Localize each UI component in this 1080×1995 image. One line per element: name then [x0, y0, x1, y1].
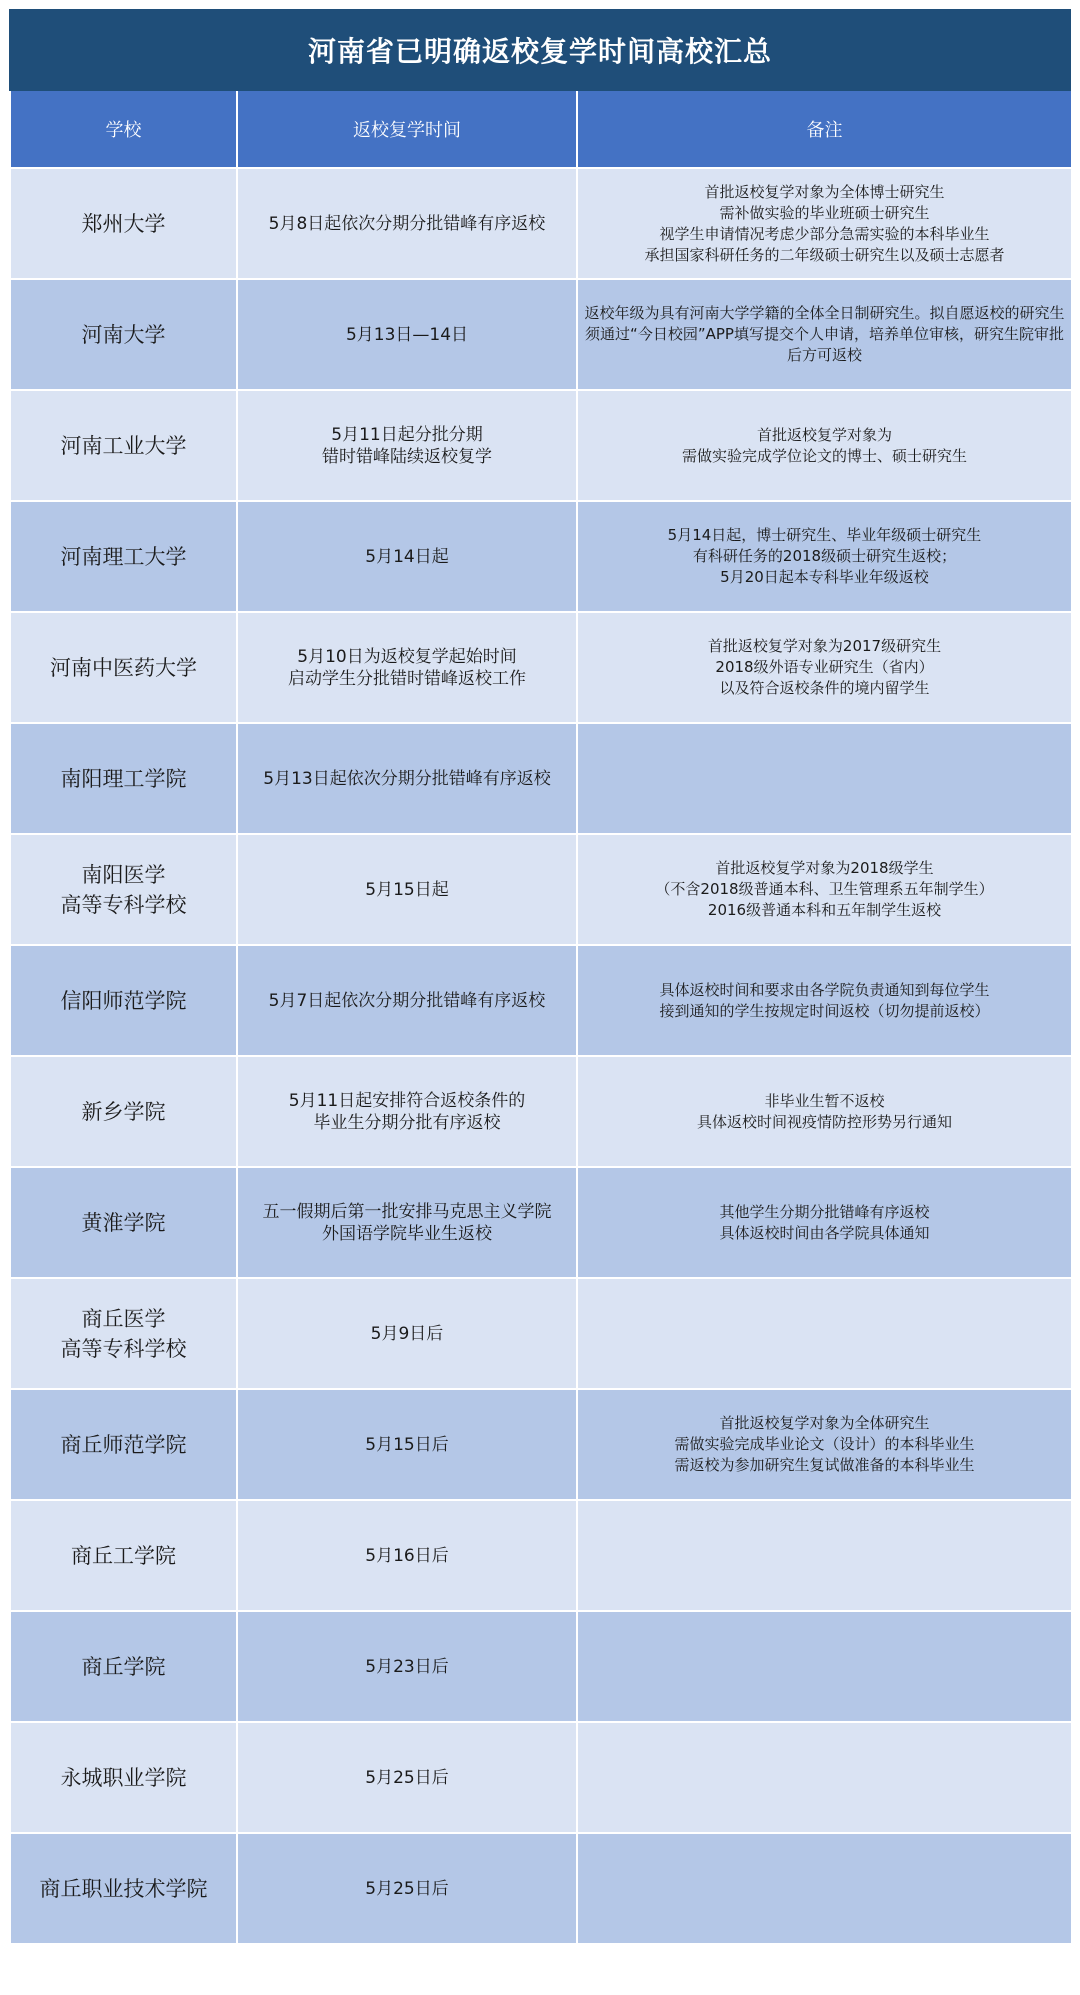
table-row	[10, 1278, 1072, 1389]
time-cell	[237, 1722, 577, 1833]
school-cell	[10, 501, 237, 612]
time-line: 外国语学院毕业生返校	[322, 1223, 492, 1244]
table-row	[10, 390, 1072, 501]
time-line: 5月11日起安排符合返校条件的	[288, 1090, 526, 1111]
table-row	[10, 1056, 1072, 1167]
note-line: 需做实验完成毕业论文（设计）的本科毕业生	[674, 1435, 975, 1453]
header-row	[10, 91, 1072, 168]
time-cell	[237, 1389, 577, 1500]
note-cell	[577, 1500, 1072, 1611]
header-time: 返校复学时间	[237, 91, 577, 168]
note-cell	[577, 612, 1072, 723]
time-line: 5月25日后	[365, 1767, 449, 1788]
table-row	[10, 834, 1072, 945]
note-line: 首批返校复学对象为2018级学生	[715, 859, 934, 877]
school-line: 信阳师范学院	[60, 988, 187, 1013]
table-row	[10, 1167, 1072, 1278]
time-line: 错时错峰陆续返校复学	[322, 446, 492, 467]
table-title: 河南省已明确返校复学时间高校汇总	[9, 9, 1071, 91]
school-line: 高等专科学校	[60, 892, 187, 917]
note-line: 接到通知的学生按规定时间返校（切勿提前返校）	[659, 1001, 990, 1020]
school-cell	[10, 1278, 237, 1389]
time-line: 5月9日后	[370, 1323, 444, 1344]
school-line: 河南理工大学	[60, 544, 187, 569]
school-line: 黄淮学院	[81, 1210, 166, 1235]
note-cell	[577, 1278, 1072, 1389]
note-line: 具体返校时间和要求由各学院负责通知到每位学生	[659, 980, 990, 999]
note-cell	[577, 723, 1072, 834]
school-cell	[10, 168, 237, 279]
time-cell	[237, 390, 577, 501]
school-cell	[10, 834, 237, 945]
note-line: 首批返校复学对象为全体研究生	[719, 1414, 930, 1432]
time-cell	[237, 723, 577, 834]
note-line: 首批返校复学对象为2017级研究生	[707, 637, 942, 655]
time-line: 启动学生分批错时错峰返校工作	[288, 668, 526, 689]
note-cell	[577, 390, 1072, 501]
school-line: 高等专科学校	[60, 1336, 187, 1361]
time-line: 5月11日起分批分期	[331, 424, 483, 445]
school-line: 商丘医学	[81, 1306, 166, 1331]
time-line: 五一假期后第一批安排马克思主义学院	[262, 1201, 552, 1222]
school-cell	[10, 279, 237, 390]
note-line: 以及符合返校条件的境内留学生	[719, 679, 930, 697]
note-line: 视学生申请情况考虑少部分急需实验的本科毕业生	[659, 224, 990, 243]
time-line: 5月15日后	[365, 1434, 449, 1455]
note-cell	[577, 168, 1072, 279]
time-cell	[237, 168, 577, 279]
table-row	[10, 945, 1072, 1056]
school-cell	[10, 1833, 237, 1944]
note-cell	[577, 1056, 1072, 1167]
school-cell	[10, 1722, 237, 1833]
school-line: 河南工业大学	[60, 433, 187, 458]
time-line: 5月13日起依次分期分批错峰有序返校	[263, 768, 551, 789]
time-cell	[237, 1167, 577, 1278]
note-line: 2018级外语专业研究生（省内）	[715, 658, 934, 676]
time-cell	[237, 834, 577, 945]
school-line: 永城职业学院	[60, 1765, 187, 1790]
note-cell	[577, 501, 1072, 612]
time-cell	[237, 501, 577, 612]
school-cell	[10, 1167, 237, 1278]
time-cell	[237, 612, 577, 723]
time-cell	[237, 945, 577, 1056]
time-line: 5月23日后	[365, 1656, 449, 1677]
school-line: 郑州大学	[81, 211, 166, 236]
table-row	[10, 168, 1072, 279]
school-line: 商丘师范学院	[60, 1432, 187, 1457]
note-line: 2016级普通本科和五年制学生返校	[707, 901, 942, 919]
school-cell	[10, 1611, 237, 1722]
time-cell	[237, 1611, 577, 1722]
table-row	[10, 279, 1072, 390]
summary-table-frame	[9, 9, 1071, 1945]
school-line: 南阳理工学院	[60, 766, 187, 791]
table-row	[10, 1500, 1072, 1611]
header-school: 学校	[10, 91, 237, 168]
school-cell	[10, 723, 237, 834]
table-row	[10, 501, 1072, 612]
note-line: 具体返校时间由各学院具体通知	[719, 1223, 930, 1242]
note-line: 需做实验完成学位论文的博士、硕士研究生	[681, 446, 967, 465]
note-cell	[577, 1389, 1072, 1500]
note-cell	[577, 1833, 1072, 1944]
school-cell	[10, 390, 237, 501]
table-row	[10, 723, 1072, 834]
time-cell	[237, 1278, 577, 1389]
table-body	[10, 168, 1072, 1944]
time-line: 5月25日后	[365, 1878, 449, 1899]
time-line: 毕业生分期分批有序返校	[313, 1112, 501, 1133]
time-line: 5月7日起依次分期分批错峰有序返校	[268, 990, 546, 1011]
note-line: 有科研任务的2018级硕士研究生返校；	[692, 547, 957, 565]
time-cell	[237, 1500, 577, 1611]
note-line: 需返校为参加研究生复试做准备的本科毕业生	[674, 1456, 975, 1474]
note-cell	[577, 1611, 1072, 1722]
time-line: 5月13日—14日	[345, 324, 469, 345]
note-line: 其他学生分期分批错峰有序返校	[719, 1202, 930, 1221]
school-line: 河南中医药大学	[50, 655, 197, 680]
note-line: 需补做实验的毕业班硕士研究生	[719, 203, 930, 222]
note-cell	[577, 279, 1072, 390]
table-row	[10, 1611, 1072, 1722]
time-line: 5月8日起依次分期分批错峰有序返校	[268, 213, 546, 234]
school-line: 新乡学院	[81, 1099, 166, 1124]
table-row	[10, 612, 1072, 723]
universities-table	[9, 91, 1073, 1945]
school-cell	[10, 945, 237, 1056]
time-cell	[237, 1056, 577, 1167]
note-line: 非毕业生暂不返校	[764, 1091, 885, 1110]
note-line: 首批返校复学对象为	[756, 425, 892, 444]
school-line: 商丘职业技术学院	[39, 1876, 208, 1901]
school-cell	[10, 612, 237, 723]
time-cell	[237, 279, 577, 390]
note-cell	[577, 1722, 1072, 1833]
note-cell	[577, 834, 1072, 945]
school-cell	[10, 1500, 237, 1611]
note-line: 承担国家科研任务的二年级硕士研究生以及硕士志愿者	[644, 245, 1005, 264]
note-cell	[577, 945, 1072, 1056]
table-row	[10, 1722, 1072, 1833]
time-line: 5月14日起	[365, 546, 449, 567]
school-line: 南阳医学	[81, 862, 166, 887]
time-line: 5月10日为返校复学起始时间	[297, 646, 517, 667]
note-line: 5月14日起，博士研究生、毕业年级硕士研究生	[667, 526, 982, 544]
table-row	[10, 1833, 1072, 1944]
header-note: 备注	[577, 91, 1072, 168]
school-line: 河南大学	[81, 322, 166, 347]
school-line: 商丘学院	[81, 1654, 166, 1679]
school-line: 商丘工学院	[71, 1543, 176, 1568]
note-line: 具体返校时间视疫情防控形势另行通知	[696, 1112, 952, 1131]
note-line: 5月20日起本专科毕业年级返校	[720, 568, 929, 586]
school-cell	[10, 1056, 237, 1167]
time-line: 5月16日后	[365, 1545, 449, 1566]
note-line: 返校年级为具有河南大学学籍的全体全日制研究生。拟自愿返校的研究生须通过“今日校园”APP填写提交个人申请，培养单位审核，研究生院审批后方可返校	[584, 304, 1065, 364]
note-line: （不含2018级普通本科、卫生管理系五年制学生）	[655, 880, 994, 898]
note-line: 首批返校复学对象为全体博士研究生	[704, 182, 945, 201]
note-cell	[577, 1167, 1072, 1278]
time-line: 5月15日起	[365, 879, 449, 900]
table-row	[10, 1389, 1072, 1500]
time-cell	[237, 1833, 577, 1944]
school-cell	[10, 1389, 237, 1500]
